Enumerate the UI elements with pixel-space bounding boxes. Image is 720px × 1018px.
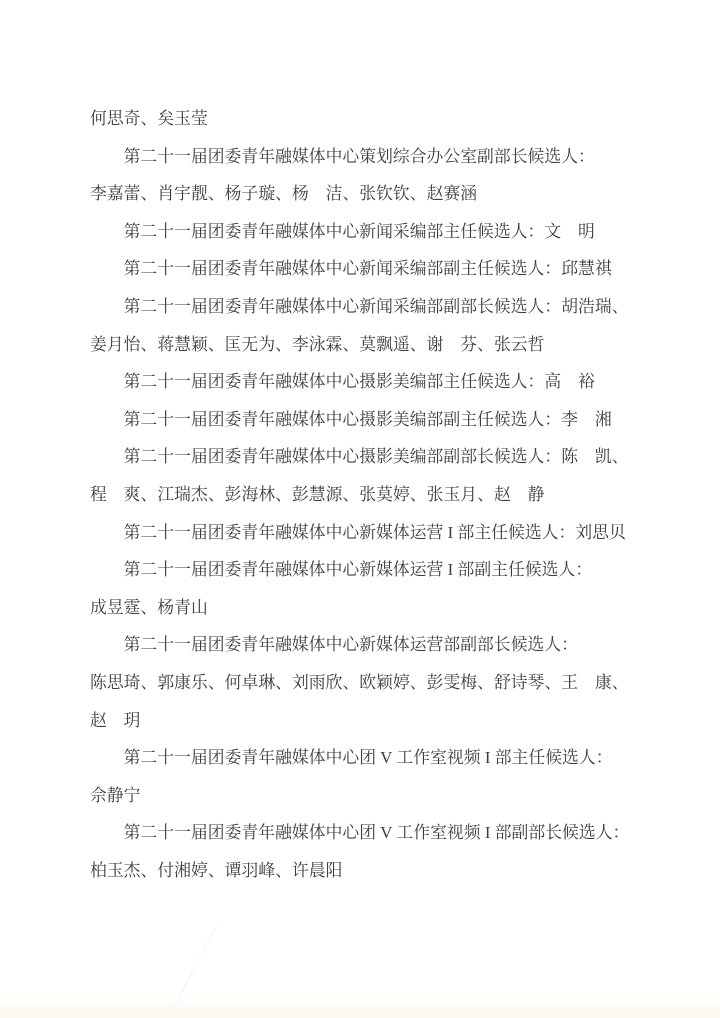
text-line: 第二十一届团委青年融媒体中心新闻采编部主任候选人：文 明 [123,221,595,241]
text-line: 何思奇、矣玉莹 [90,109,208,128]
text-line: 第二十一届团委青年融媒体中心新媒体运营部副部长候选人： [123,635,579,655]
text-line: 柏玉杰、付湘婷、谭羽峰、许晨阳 [90,860,343,880]
text-line: 赵 玥 [90,710,141,730]
text-line: 第二十一届团委青年融媒体中心摄影美编部副主任候选人：李 湘 [123,409,612,429]
text-line: 陈思琦、郭康乐、何卓琳、刘雨欣、欧颖婷、彭雯梅、舒诗琴、王 康、 [90,672,629,692]
text-line: 第二十一届团委青年融媒体中心新媒体运营 I 部主任候选人：刘思贝 [123,522,626,542]
text-line: 李嘉蕾、肖宇靓、杨子璇、杨 洁、张钦钦、赵赛涵 [90,184,478,204]
text-line: 佘静宁 [90,785,141,805]
text-line: 第二十一届团委青年融媒体中心摄影美编部主任候选人：高 裕 [123,372,595,392]
scan-artifact-streak [172,918,222,1010]
text-line: 第二十一届团委青年融媒体中心摄影美编部副部长候选人：陈 凯、 [123,447,629,467]
text-line: 程 爽、江瑞杰、彭海林、彭慧源、张莫婷、张玉月、赵 静 [90,484,545,504]
text-line: 第二十一届团委青年融媒体中心团 V 工作室视频 I 部主任候选人： [123,748,613,768]
text-line: 第二十一届团委青年融媒体中心新闻采编部副部长候选人：胡浩瑞、 [123,296,629,316]
candidate-list [90,100,631,889]
scan-bottom-tint [0,996,720,1018]
text-line: 成昱霆、杨青山 [90,597,208,617]
text-line: 姜月怡、蒋慧颖、匡无为、李泳霖、莫飘遥、谢 芬、张云哲 [90,334,545,354]
text-line: 第二十一届团委青年融媒体中心新媒体运营 I 部副主任候选人： [123,560,593,580]
text-line: 第二十一届团委青年融媒体中心团 V 工作室视频 I 部副部长候选人： [123,823,630,843]
text-line: 第二十一届团委青年融媒体中心策划综合办公室副部长候选人： [123,146,595,166]
text-line: 第二十一届团委青年融媒体中心新闻采编部副主任候选人：邱慧祺 [123,259,612,279]
